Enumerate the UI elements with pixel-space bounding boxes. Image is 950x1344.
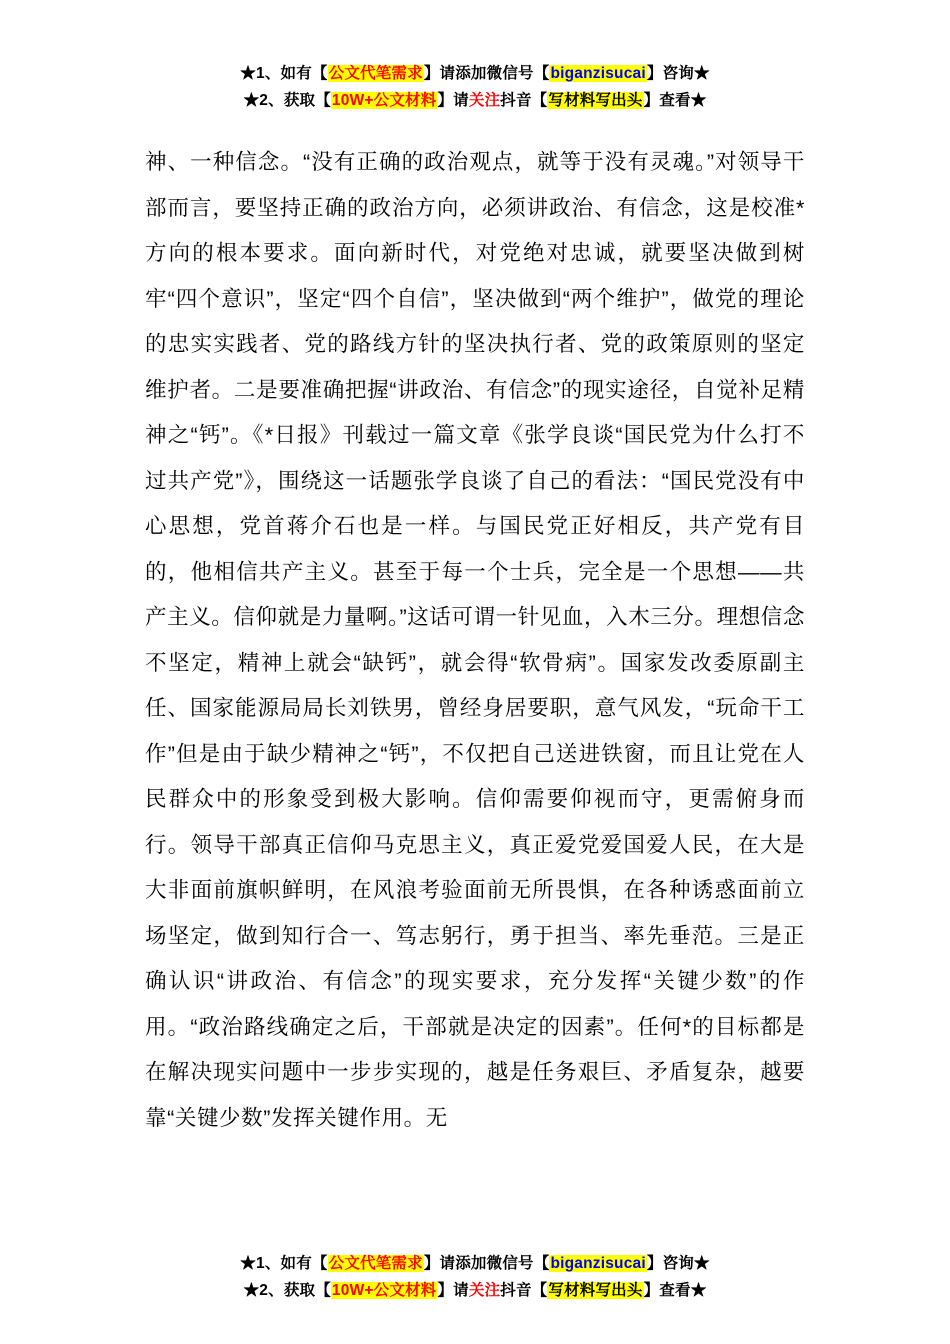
promo-line-2 <box>0 1277 950 1304</box>
promo-highlight-material: 10W+公文材料 <box>331 92 437 110</box>
promo-text-seg: 抖音【 <box>500 1281 548 1299</box>
promo-text-seg: 】请 <box>437 1281 469 1299</box>
promo-text-seg: 】查看 <box>643 1281 691 1299</box>
promo-highlight-douyin-name: 写材料写出头 <box>548 92 643 110</box>
promo-highlight-material: 10W+公文材料 <box>331 1281 437 1299</box>
promo-text-seg: 】咨询 <box>646 1254 694 1272</box>
star-right-icon: ★ <box>690 92 707 110</box>
promo-line-1 <box>0 1250 950 1277</box>
promo-banner-bottom <box>0 1250 950 1304</box>
star-right-icon: ★ <box>693 65 710 82</box>
promo-text-seg: 】请添加微信号【 <box>423 1254 550 1272</box>
promo-text-seg: 抖音【 <box>500 92 548 110</box>
star-left-icon: ★ <box>243 1281 260 1299</box>
promo-highlight-service: 公文代笔需求 <box>328 1254 423 1272</box>
promo-text-follow: 关注 <box>468 92 501 110</box>
promo-text-seg: 】咨询 <box>646 65 694 82</box>
promo-line-1 <box>145 60 805 87</box>
promo-highlight-wechat-id: biganzisucai <box>550 1254 646 1272</box>
star-left-icon: ★ <box>243 92 260 110</box>
promo-text-seg: 1、如有【 <box>256 1254 328 1272</box>
promo-banner-top <box>145 0 805 114</box>
promo-text-seg: 2、获取【 <box>259 92 331 110</box>
promo-text-seg: 】请 <box>437 92 469 110</box>
promo-highlight-service: 公文代笔需求 <box>328 65 423 82</box>
star-right-icon: ★ <box>690 1281 707 1299</box>
star-right-icon: ★ <box>693 1254 710 1272</box>
promo-highlight-wechat-id: biganzisucai <box>550 65 646 82</box>
promo-text-follow: 关注 <box>468 1281 501 1299</box>
document-body <box>145 140 805 1141</box>
promo-text-seg: 】查看 <box>643 92 691 110</box>
star-left-icon: ★ <box>240 65 256 82</box>
promo-text-seg: 1、如有【 <box>256 65 328 82</box>
promo-line-2 <box>145 87 805 114</box>
promo-text-seg: 】请添加微信号【 <box>423 65 550 82</box>
star-left-icon: ★ <box>240 1254 256 1272</box>
promo-text-seg: 2、获取【 <box>259 1281 331 1299</box>
body-paragraph: 神、一种信念。“没有正确的政治观点，就等于没有灵魂。”对领导干部而言，要坚持正确的政治方向，必须讲政治、有信念，这是校准*方向的根本要求。面向新时代，对党绝对忠诚，就要坚决做到树牢“四个意识”，坚定“四个自信”，坚决做到“两个维护”，做党的理论的忠实实践者、党的路线方针的坚决执行者、党的政策原则的坚定维护者。二是要准确把握“讲政治、有信念”的现实途径，自觉补足精神之“钙”。《*日报》刊载过一篇文章《张学良谈“国民党为什么打不过共产党”》，围绕这一话题张学良谈了自己的看法：“国民党没有中心思想，党首蒋介石也是一样。与国民党正好相反，共产党有目的，他相信共产主义。甚至于每一个士兵，完全是一个思想——共产主义。信仰就是力量啊。”这话可谓一针见血，入木三分。理想信念不坚定，精神上就会“缺钙”，就会得“软骨病”。国家发改委原副主任、国家能源局局长刘铁男，曾经身居要职，意气风发，“玩命干工作”但是由于缺少精神之“钙”，不仅把自己送进铁窗，而且让党在人民群众中的形象受到极大影响。信仰需要仰视而守，更需俯身而行。领导干部真正信仰马克思主义，真正爱党爱国爱人民，在大是大非面前旗帜鲜明，在风浪考验面前无所畏惧，在各种诱惑面前立场坚定，做到知行合一、笃志躬行，勇于担当、率先垂范。三是正确认识“讲政治、有信念”的现实要求，充分发挥“关键少数”的作用。“政治路线确定之后，干部就是决定的因素”。任何*的目标都是在解决现实问题中一步步实现的，越是任务艰巨、矛盾复杂，越要靠“关键少数”发挥关键作用。无 <box>145 150 806 1130</box>
promo-highlight-douyin-name: 写材料写出头 <box>548 1281 643 1299</box>
